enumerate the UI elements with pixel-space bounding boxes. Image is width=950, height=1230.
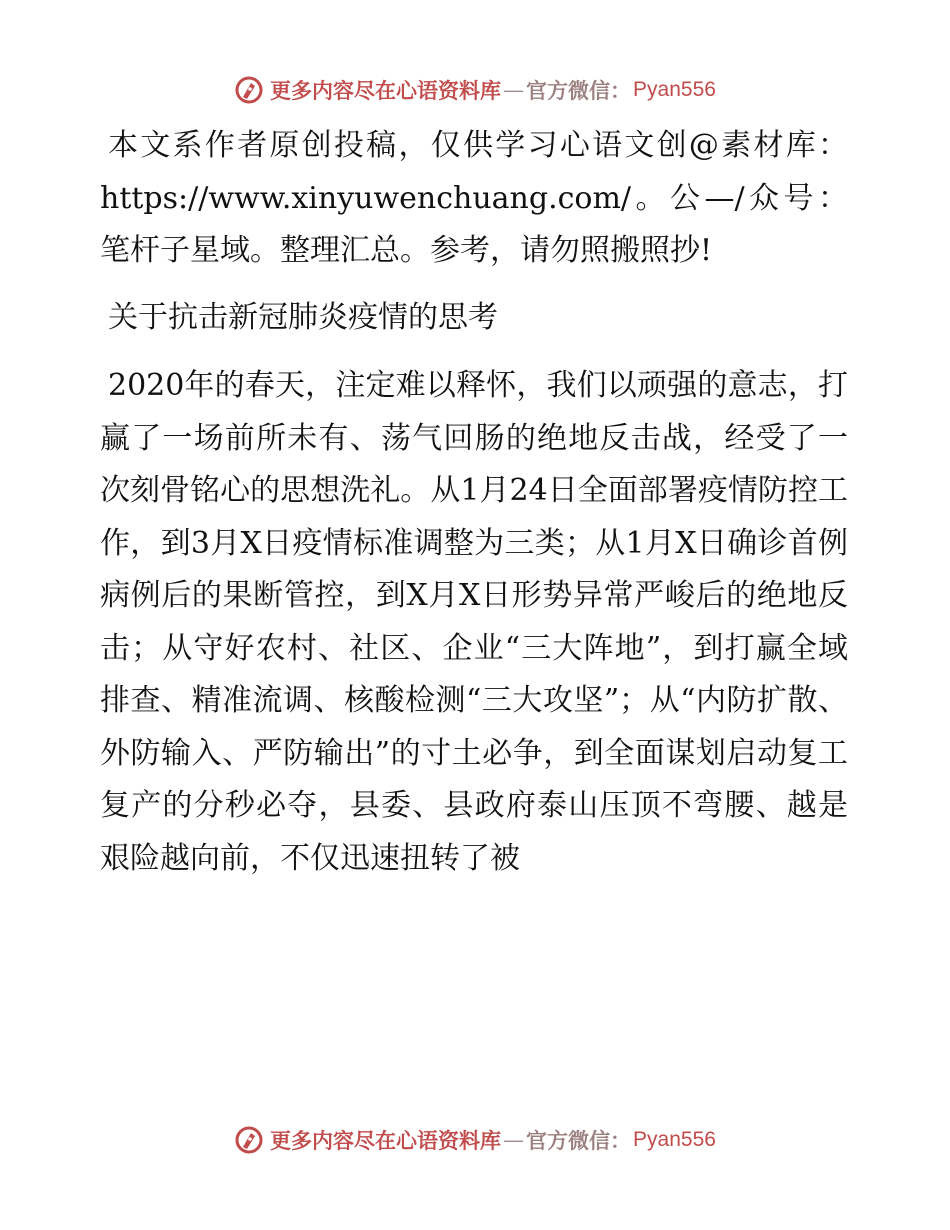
- footer-watermark-banner: [0, 1120, 950, 1160]
- banner-slogan: 更多内容尽在心语资料库: [270, 78, 502, 103]
- copyright-notice: 本文系作者原创投稿，仅供学习心语文创@素材库：https://www.xinyuwenchuang.com/。公—/众号：笔杆子星域。整理汇总。参考，请勿照搬照抄!: [100, 128, 848, 268]
- banner-wechat-id: Pyan556: [633, 1128, 716, 1151]
- body-paragraph: 2020年的春天，注定难以释怀，我们以顽强的意志，打赢了一场前所未有、荡气回肠的绝地反击战，经受了一次刻骨铭心的思想洗礼。从1月24日全面部署疫情防控工作，到3月X日疫情标准调整为三类；从1月X日确诊首例病例后的果断管控，到X月X日形势异常严峻后的绝地反击；从守好农村、社区、企业“三大阵地”，到打赢全域排查、精准流调、核酸检测“三大攻坚”；从“内防扩散、外防输入、严防输出”的寸土必争，到全面谋划启动复工复产的分秒必夺，县委、县政府泰山压顶不弯腰、越是艰险越向前，不仅迅速扭转了被: [100, 368, 848, 876]
- banner-separator: —: [503, 78, 525, 102]
- banner-slogan: 更多内容尽在心语资料库: [270, 1128, 502, 1153]
- banner-wechat-id: Pyan556: [633, 78, 716, 101]
- banner-wechat-label: 官方微信：: [526, 78, 632, 103]
- pen-nib-logo-icon: [234, 1125, 264, 1155]
- banner-separator: —: [503, 1128, 525, 1152]
- document-title: 关于抗击新冠肺炎疫情的思考: [108, 299, 498, 335]
- pen-nib-logo-icon: [234, 75, 264, 105]
- banner-wechat-label: 官方微信：: [526, 1128, 632, 1153]
- header-watermark-banner: [0, 70, 950, 110]
- document-body: [100, 120, 848, 885]
